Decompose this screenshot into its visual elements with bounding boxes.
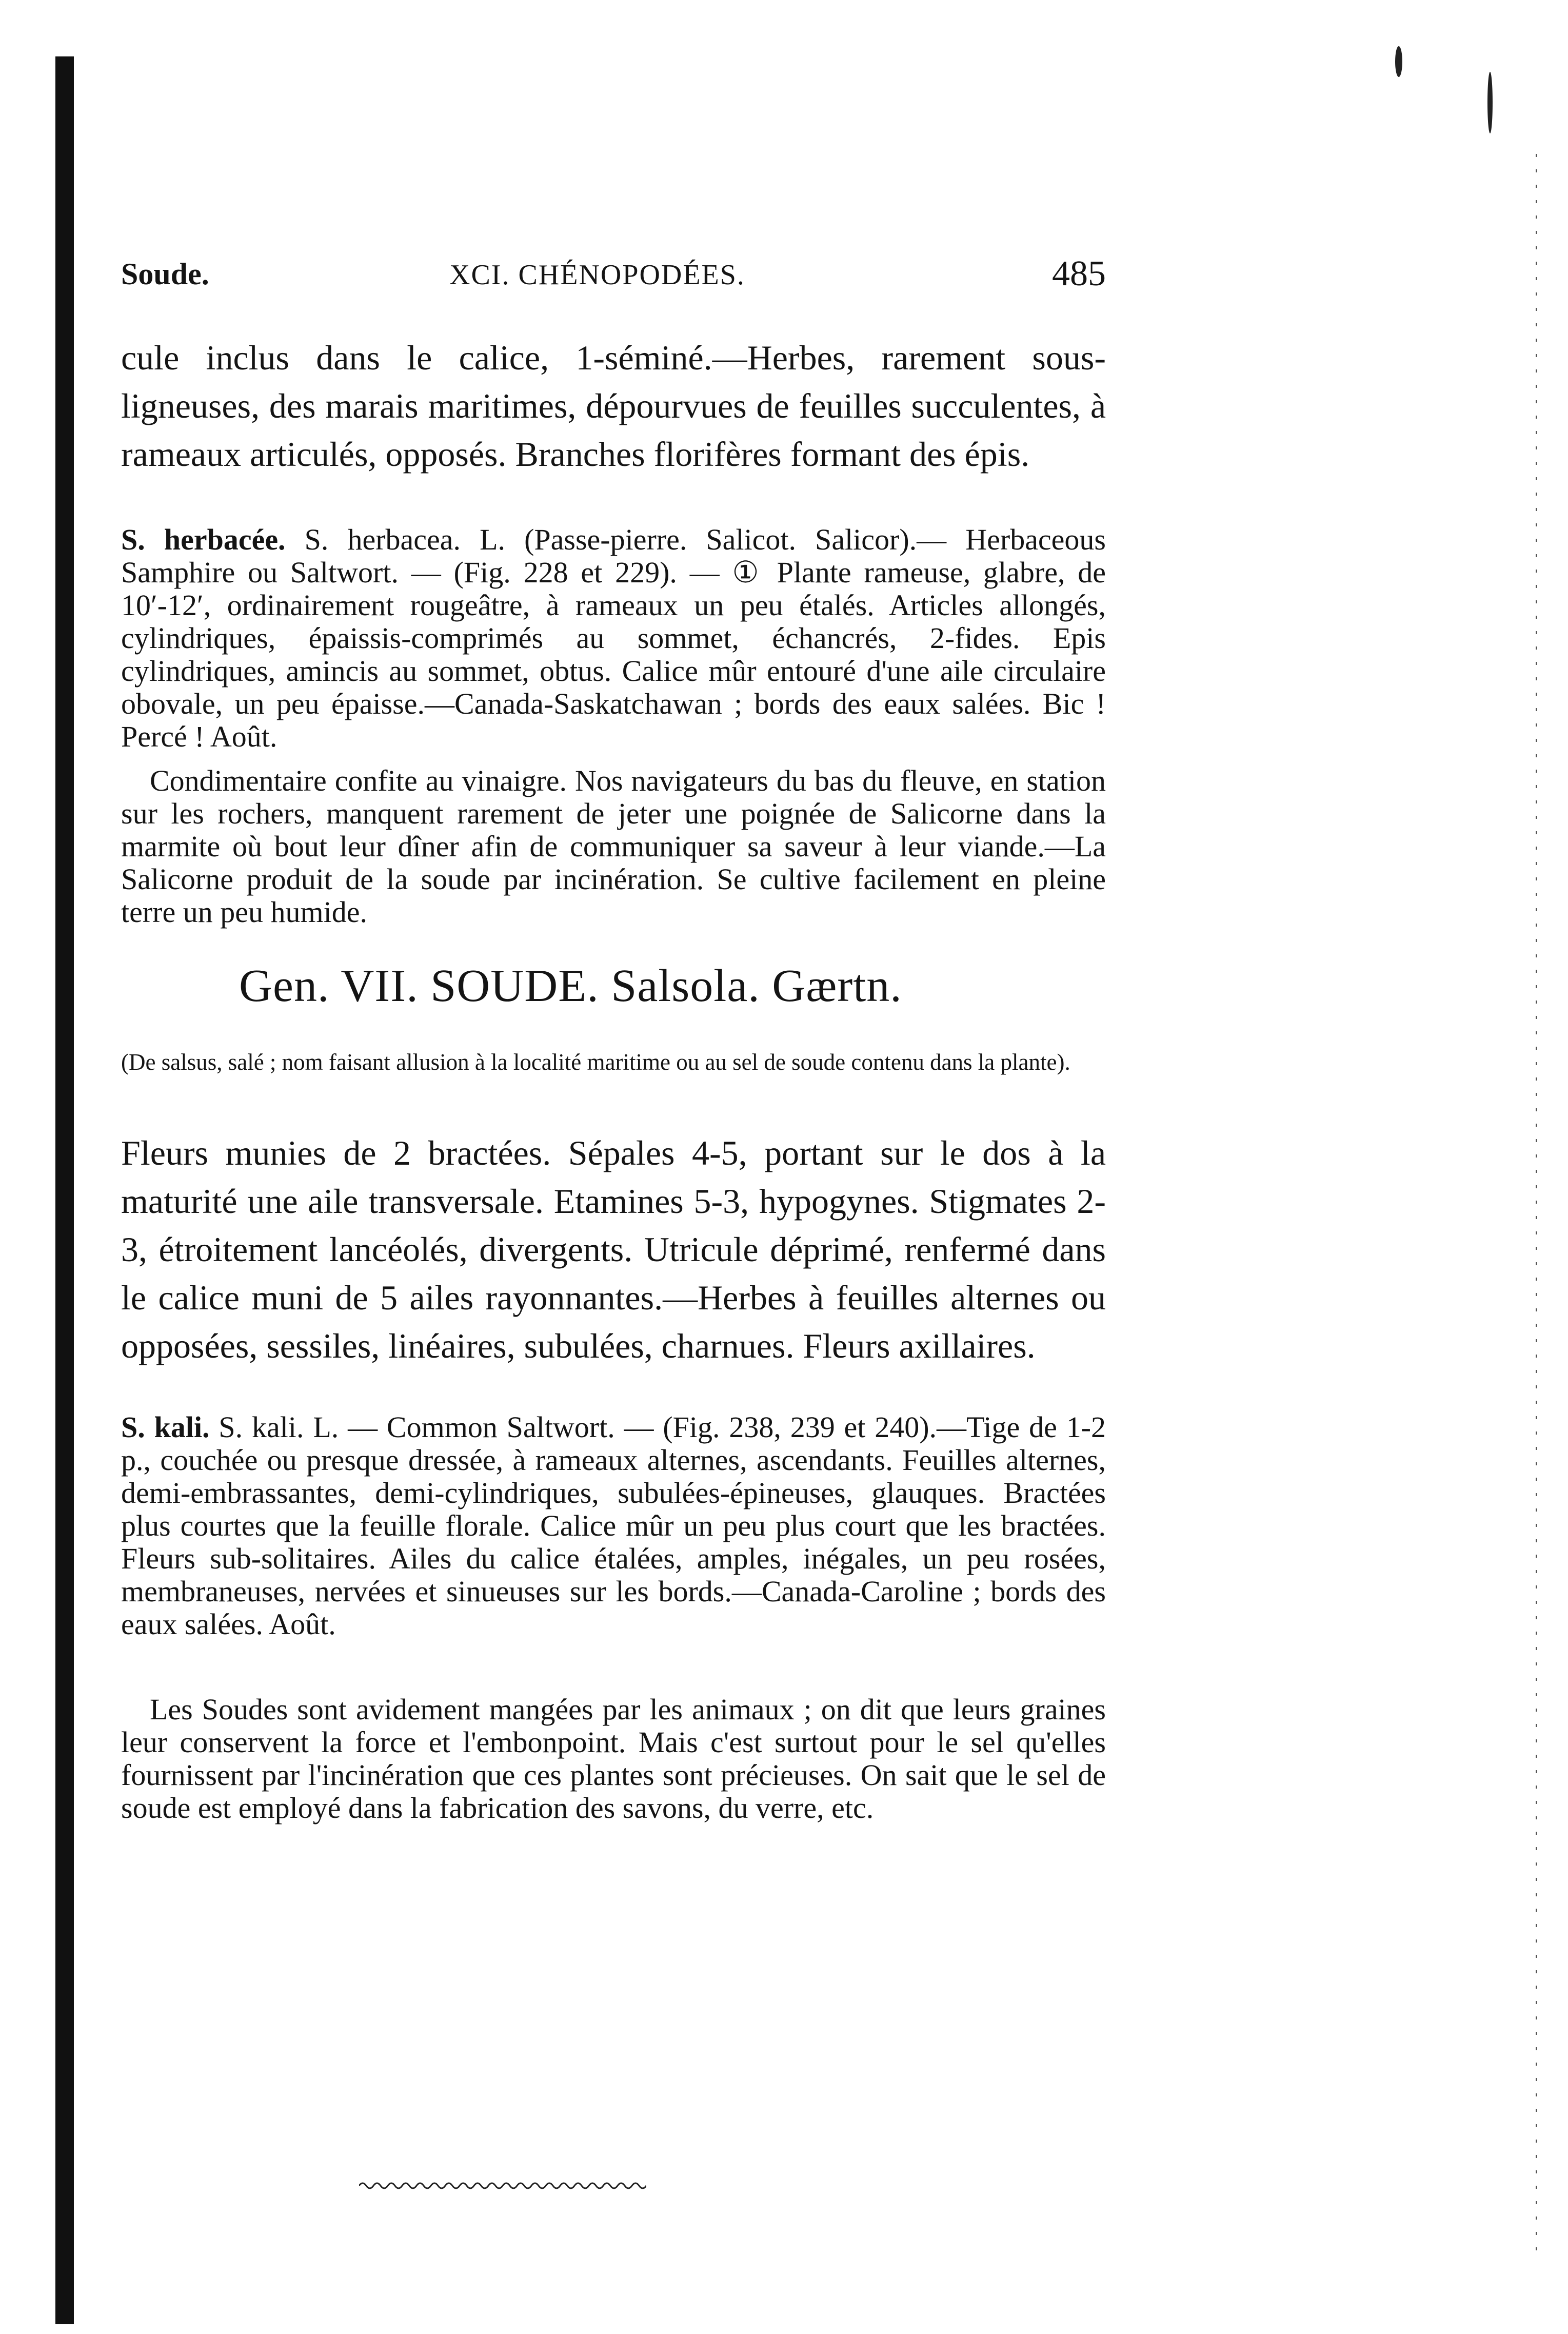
genus-description: Fleurs munies de 2 bractées. Sépales 4-5, portant sur le dos à la maturité une aile transversale. Etamines 5-3, hypogynes. Stigmates 2-3, étroitement lancéolés, divergents. Utricule déprimé, renfermé dans le calice muni de 5 ailes rayonnantes.—Herbes à feuilles alternes ou opposées, sessiles, linéaires, subulées, charnues. Fleurs axillaires. <box>121 1133 1106 1365</box>
uses-paragraph: Condimentaire confite au vinaigre. Nos navigateurs du bas du fleuve, en station sur les rochers, manquent rarement de jeter une poignée de Salicorne dans la marmite où bout leur dîner afin de communiquer sa saveur à leur viande.—La Salicorne produit de la soude par incinération. Se cultive facilement en pleine terre un peu humide. <box>121 764 1106 929</box>
chapter-title: XCI. CHÉNOPODÉES. <box>449 259 745 291</box>
species-description: Herbaceous Samphire ou Saltwort. — (Fig. 228 et 229). — ① Plante rameuse, glabre, de 10′-12′, ordinairement rougeâtre, à rameaux un peu étalés. Articles allongés, cylindriques, épaissis-comprimés au sommet, échancrés, 2-fides. Epis cylindriques, amincis au sommet, obtus. Calice mûr entouré d'une aile circulaire obovale, un peu épaisse.—Canada-Saskatchawan ; bords des eaux salées. Bic ! Percé ! Août. <box>121 523 1106 753</box>
species-name: S. herbacée. <box>121 523 286 556</box>
scan-mark <box>1487 72 1493 133</box>
species-description: S. kali. L. — Common Saltwort. — (Fig. 238, 239 et 240).—Tige de 1-2 p., couchée ou presque dressée, à rameaux alternes, ascendants. Feuilles alternes, demi-embrassantes, demi-cylindriques, subulées-épineuses, glauques. Bractées plus courtes que la feuille florale. Calice mûr un peu plus court que les bractées. Fleurs sub-solitaires. Ailes du calice étalées, amples, inégales, un peu rosées, membraneuses, nervées et sinueuses sur les bords.—Canada-Caroline ; bords des eaux salées. Août. <box>121 1410 1106 1641</box>
scan-mark <box>1395 46 1402 77</box>
genus-heading: Gen. VII. SOUDE. Salsola. Gærtn. <box>239 960 902 1011</box>
uses-paragraph: Les Soudes sont avidement mangées par les animaux ; on dit que leurs graines leur conservent la force et l'embonpoint. Mais c'est surtout pour le sel qu'elles fournissent par l'incinération que ces plantes sont précieuses. On sait que le sel de soude est employé dans la fabrication des savons, du verre, etc. <box>121 1693 1106 1825</box>
page-number: 485 <box>1052 254 1106 293</box>
species-herbacee <box>121 523 1106 753</box>
section-title: Soude. <box>121 257 209 291</box>
scan-binding-edge <box>55 56 74 2324</box>
running-header <box>121 254 1106 303</box>
species-synonyms: S. herbacea. L. (Passe-pierre. Salicot. Salicor).— <box>304 523 947 556</box>
scan-edge-dots <box>1536 154 1537 2258</box>
etymology: (De salsus, salé ; nom faisant allusion à la localité maritime ou au sel de soude contenu dans la plante). <box>121 1049 1070 1075</box>
species-name: S. kali. <box>121 1410 210 1444</box>
intro-paragraph: cule inclus dans le calice, 1-séminé.—Herbes, rarement sous-ligneuses, des marais maritimes, dépourvues de feuilles succulentes, à rameaux articulés, opposés. Branches florifères formant des épis. <box>121 338 1106 474</box>
species-kali <box>121 1411 1106 1641</box>
ornamental-rule <box>359 2181 646 2191</box>
